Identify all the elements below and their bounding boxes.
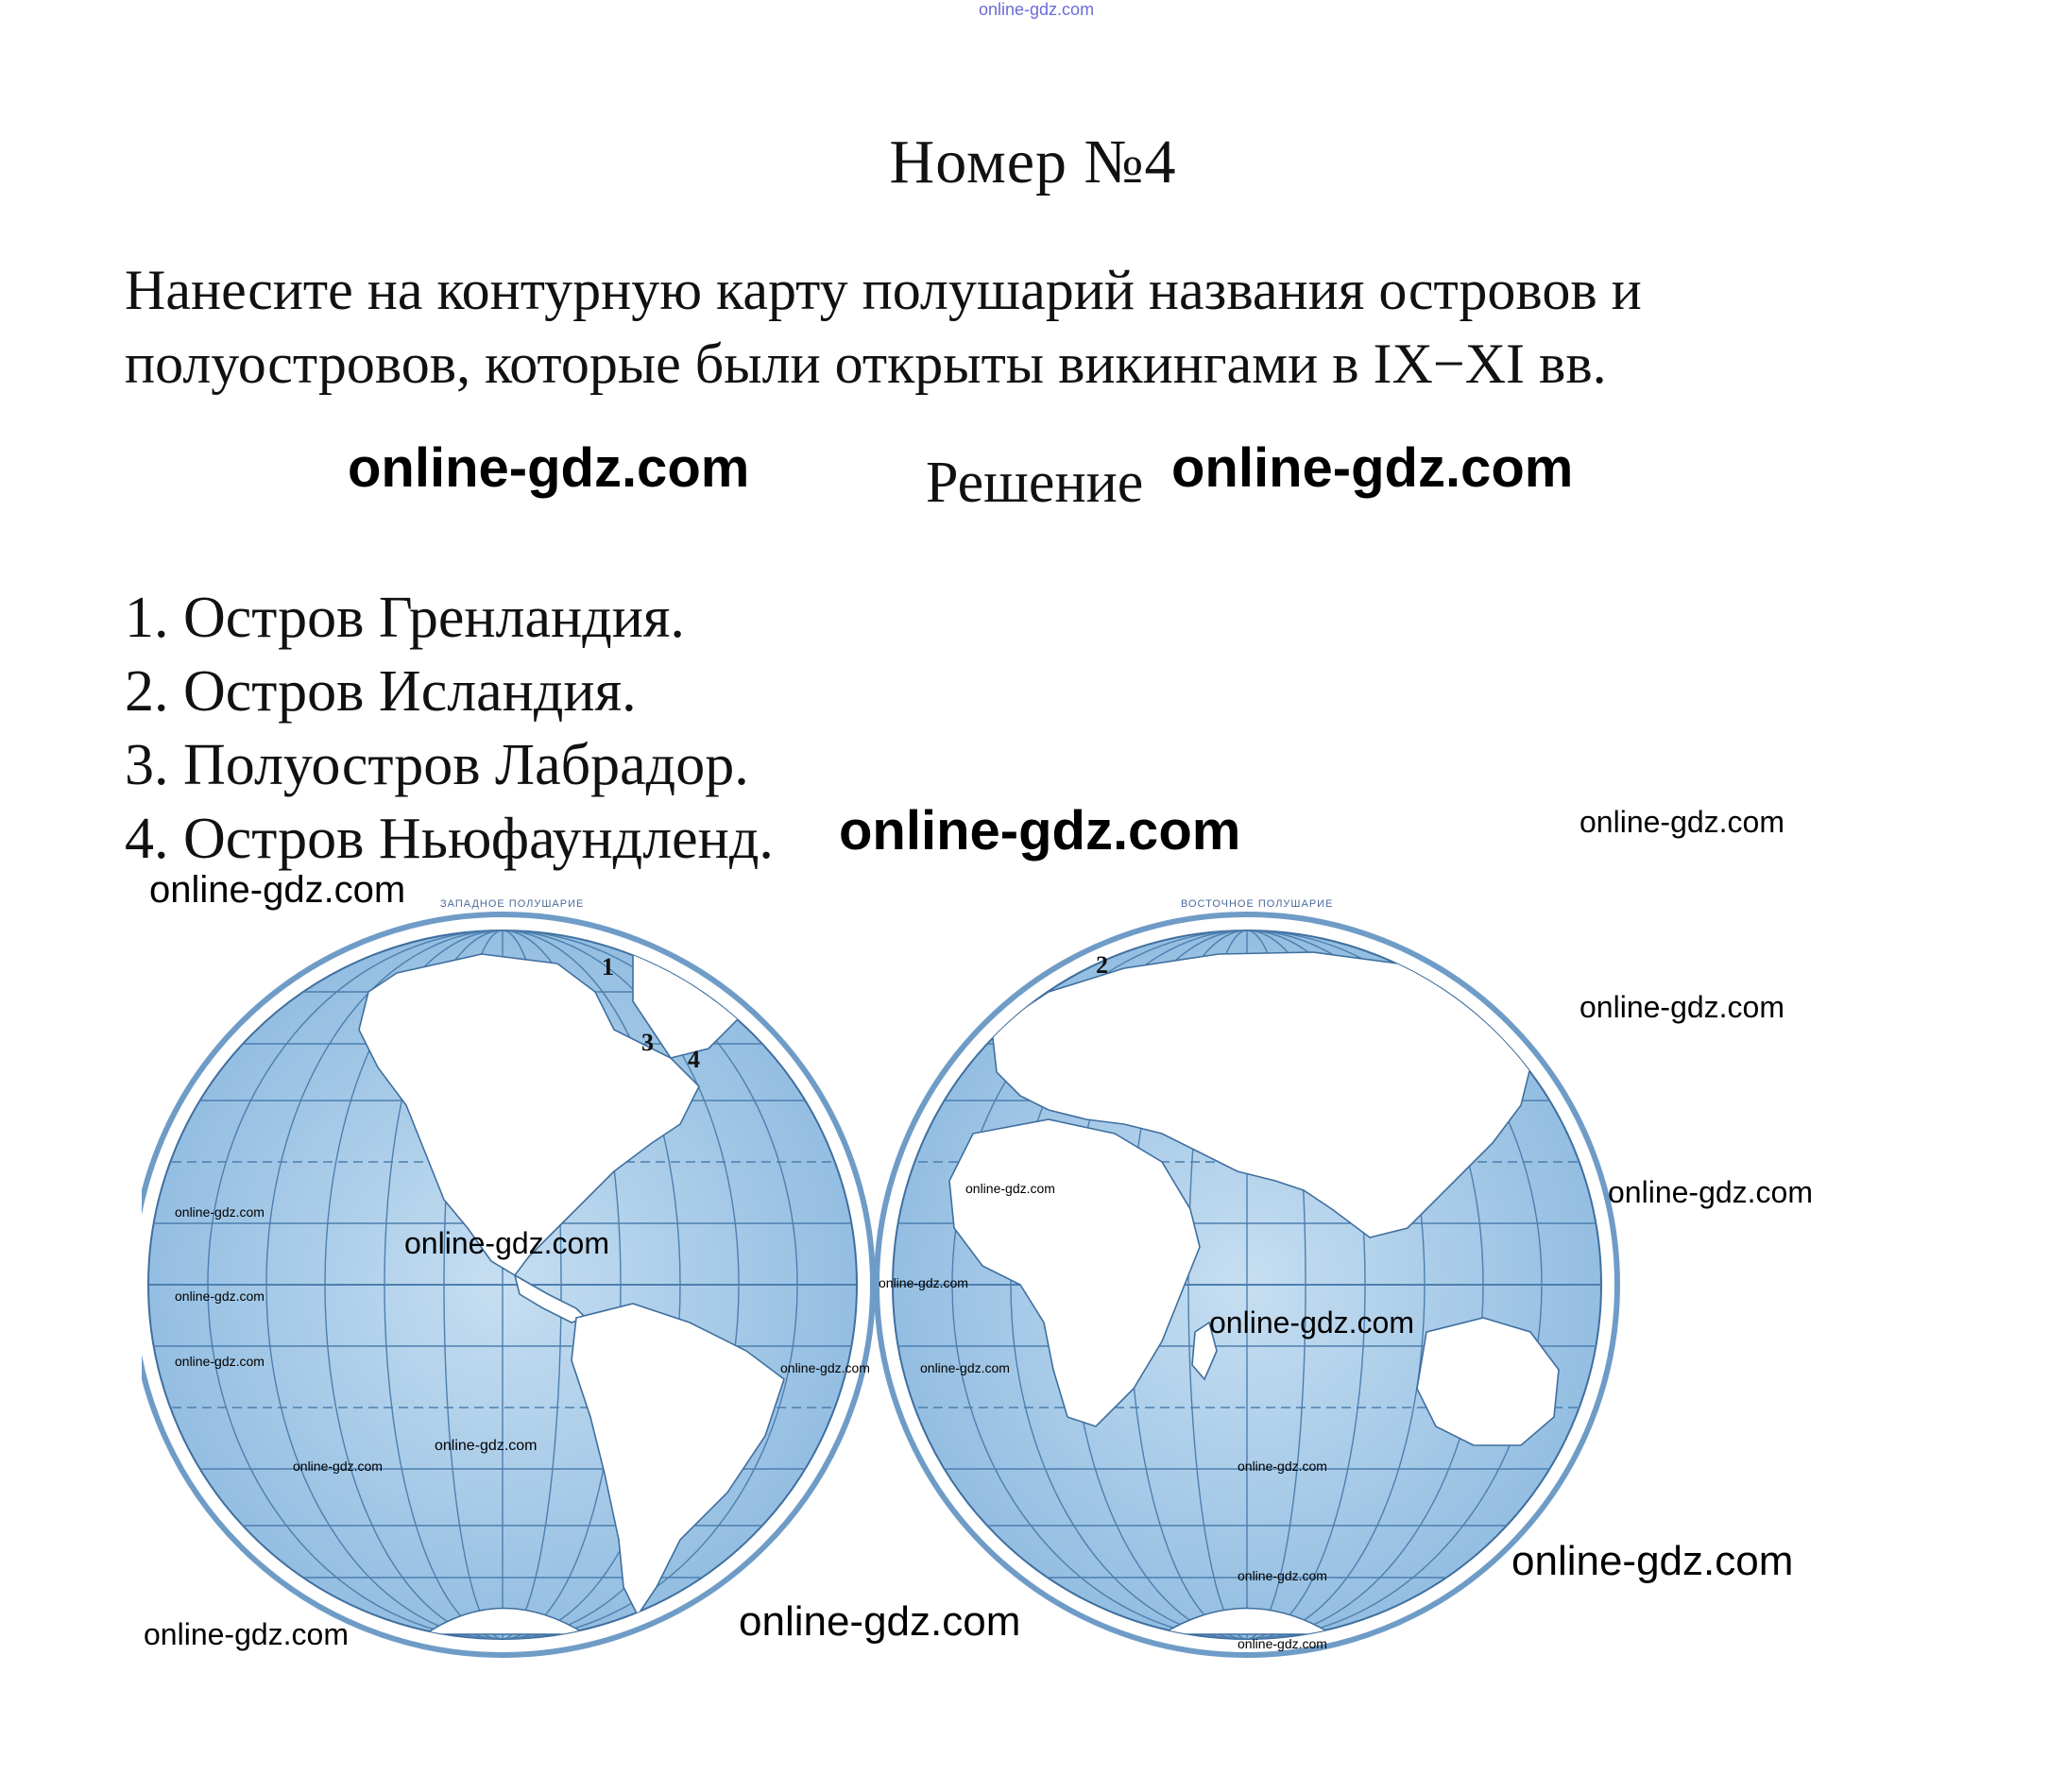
watermark: online-gdz.com bbox=[149, 869, 406, 911]
watermark: online-gdz.com bbox=[839, 800, 1241, 862]
watermark: online-gdz.com bbox=[348, 437, 750, 499]
watermark: online-gdz.com bbox=[1608, 1175, 1813, 1209]
watermark: online-gdz.com bbox=[1579, 990, 1784, 1024]
watermark: online-gdz.com bbox=[1209, 1306, 1414, 1340]
watermark: online-gdz.com bbox=[920, 1360, 1010, 1375]
western-hemisphere bbox=[142, 898, 873, 1655]
watermark: online-gdz.com bbox=[1171, 437, 1574, 499]
task-line-1: Нанесите на контурную карту полушарий названия островов и bbox=[125, 259, 1642, 321]
answer-item-3: 3. Полуостров Лабрадор. bbox=[125, 733, 749, 797]
answer-item-4: 4. Остров Ньюфаундленд. bbox=[125, 807, 774, 871]
solution-label: Решение bbox=[926, 451, 1144, 515]
eastern-hemisphere bbox=[877, 898, 1617, 1655]
eastern-hemisphere-caption: ВОСТОЧНОЕ ПОЛУШАРИЕ bbox=[1181, 898, 1334, 910]
watermark: online-gdz.com bbox=[739, 1598, 1021, 1645]
answers-list bbox=[125, 581, 774, 876]
answer-item-2: 2. Остров Исландия. bbox=[125, 659, 637, 724]
watermark: online-gdz.com bbox=[293, 1459, 383, 1474]
watermark: online-gdz.com bbox=[1511, 1538, 1794, 1584]
watermark: online-gdz.com bbox=[175, 1289, 265, 1304]
watermark: online-gdz.com bbox=[965, 1181, 1055, 1196]
task-text bbox=[125, 253, 1976, 401]
watermark: online-gdz.com bbox=[1579, 805, 1784, 839]
page-title: Номер №4 bbox=[889, 128, 1177, 196]
watermark: online-gdz.com bbox=[1238, 1568, 1327, 1583]
watermark: online-gdz.com bbox=[404, 1226, 609, 1260]
task-line-2: полуостровов, которые были открыты викингами в IX−XI вв. bbox=[125, 333, 1607, 395]
watermark: online-gdz.com bbox=[780, 1360, 870, 1375]
marker-2: 2 bbox=[1096, 951, 1108, 979]
hemispheres-map bbox=[142, 888, 1653, 1700]
watermark: online-gdz.com bbox=[175, 1354, 265, 1369]
watermark: online-gdz.com bbox=[1238, 1636, 1327, 1651]
watermark: online-gdz.com bbox=[879, 1275, 968, 1290]
answer-item-1: 1. Остров Гренландия. bbox=[125, 586, 685, 650]
marker-1: 1 bbox=[602, 953, 614, 981]
watermark: online-gdz.com bbox=[144, 1617, 349, 1651]
marker-4: 4 bbox=[688, 1046, 700, 1073]
header-watermark: online-gdz.com bbox=[979, 0, 1095, 19]
marker-3: 3 bbox=[641, 1029, 654, 1056]
watermark: online-gdz.com bbox=[435, 1438, 538, 1454]
watermark: online-gdz.com bbox=[1238, 1459, 1327, 1474]
watermark: online-gdz.com bbox=[175, 1204, 265, 1220]
western-hemisphere-caption: ЗАПАДНОЕ ПОЛУШАРИЕ bbox=[440, 898, 585, 910]
